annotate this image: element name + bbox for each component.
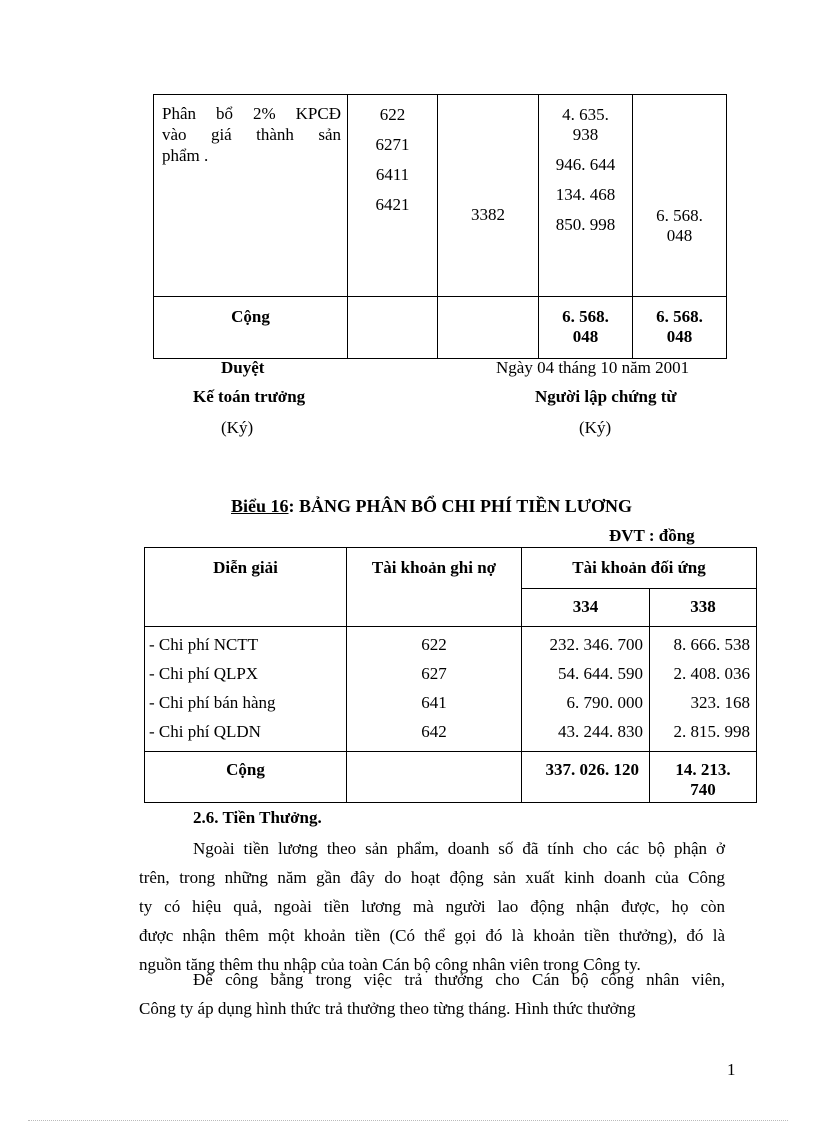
sum-col5-cell <box>633 297 727 359</box>
paragraph-1 <box>139 834 725 979</box>
caption-title: : BẢNG PHÂN BỔ CHI PHÍ TIỀN LƯƠNG <box>288 496 633 516</box>
allocation-table-kpcd <box>153 94 727 359</box>
total-338-part1: 14. 213. <box>675 760 731 779</box>
header-334: 334 <box>522 589 650 627</box>
amount-item: 4. 635. <box>562 105 609 124</box>
date-text: Ngày 04 tháng 10 năm 2001 <box>496 358 690 377</box>
description-cell <box>154 95 348 297</box>
row-v338: 8. 666. 538 <box>673 635 750 654</box>
row-v334: 232. 346. 700 <box>549 635 643 654</box>
credit-account-cell <box>438 95 539 297</box>
total-338-part2: 740 <box>690 780 716 799</box>
sum-col5-part2: 048 <box>666 327 693 346</box>
header-338: 338 <box>650 589 757 627</box>
v334-column <box>522 627 650 752</box>
amount-item: 946. 644 <box>555 155 616 174</box>
empty-cell <box>348 297 438 359</box>
caption-prefix: Biểu 16 <box>231 496 289 516</box>
v338-column <box>650 627 757 752</box>
amount-item: 938 <box>572 125 599 144</box>
page-number: 1 <box>727 1060 736 1079</box>
total-334: 337. 026. 120 <box>522 752 650 803</box>
desc-column <box>145 627 347 752</box>
account-item: 6411 <box>375 165 410 184</box>
chief-accountant-label: Kế toán trưởng <box>193 387 306 406</box>
sum-col4-part2: 048 <box>572 327 599 346</box>
row-desc: - Chi phí QLPX <box>149 664 259 683</box>
total-amount-part1: 6. 568. <box>656 206 703 225</box>
debit-accounts-cell <box>348 95 438 297</box>
salary-allocation-table <box>144 547 757 803</box>
unit-label: ĐVT : đồng <box>609 526 695 545</box>
row-desc: - Chi phí bán hàng <box>149 693 276 712</box>
account-item: 6421 <box>375 195 410 214</box>
sign-right: (Ký) <box>579 418 612 437</box>
row-account: 627 <box>421 664 447 683</box>
row-v338: 323. 168 <box>690 693 750 712</box>
row-v334: 43. 244. 830 <box>558 722 643 741</box>
amount-item: 850. 998 <box>555 215 616 234</box>
total-amount-part2: 048 <box>666 226 693 245</box>
row-v334: 54. 644. 590 <box>558 664 643 683</box>
approve-label: Duyệt <box>221 358 265 377</box>
total-label: Cộng <box>154 297 348 359</box>
table2-caption <box>231 496 632 517</box>
sign-left: (Ký) <box>221 418 254 437</box>
amount-item: 134. 468 <box>555 185 616 204</box>
row-v338: 2. 815. 998 <box>673 722 750 741</box>
description-text: Phân bổ 2% KPCĐ vào giá thành sản phẩm . <box>162 104 341 165</box>
row-desc: - Chi phí NCTT <box>149 635 259 654</box>
row-desc: - Chi phí QLDN <box>149 722 261 741</box>
total-label: Cộng <box>145 752 347 803</box>
sum-col4-part1: 6. 568. <box>562 307 609 326</box>
p2-line: Để công bằng trong việc trả thưởng cho Cán bộ công nhân viên, <box>193 970 725 989</box>
p1-line: nguồn tăng thêm thu nhập của toàn Cán bộ công nhân viên trong Công ty. <box>139 955 641 974</box>
header-contra: Tài khoản đối ứng <box>522 548 757 589</box>
amounts-cell <box>539 95 633 297</box>
row-account: 622 <box>421 635 447 654</box>
p1-line: Ngoài tiền lương theo sản phẩm, doanh số đã tính cho các bộ phận ở <box>193 839 725 858</box>
total-amount-cell <box>633 95 727 297</box>
p2-line: Công ty áp dụng hình thức trả thưởng theo từng tháng. Hình thức thưởng <box>139 999 636 1018</box>
section-heading: 2.6. Tiền Thưởng. <box>193 808 322 827</box>
p1-line: được nhận thêm một khoản tiền (Có thể gọi đó là khoản tiền thưởng), đó là <box>139 926 725 945</box>
p1-line: trên, trong những năm gần đây do hoạt động sản xuất kinh doanh của Công <box>139 868 725 887</box>
account-column <box>347 627 522 752</box>
credit-account: 3382 <box>471 205 505 224</box>
sum-col4-cell <box>539 297 633 359</box>
row-account: 642 <box>421 722 447 741</box>
paragraph-2 <box>139 965 725 1023</box>
header-desc: Diễn giải <box>145 548 347 627</box>
empty-cell <box>438 297 539 359</box>
page-bottom-rule <box>28 1120 788 1121</box>
account-item: 6271 <box>375 135 410 154</box>
row-v334: 6. 790. 000 <box>566 693 643 712</box>
preparer-label: Người lập chứng từ <box>535 387 677 406</box>
sum-col5-part1: 6. 568. <box>656 307 703 326</box>
row-account: 641 <box>421 693 447 712</box>
account-item: 622 <box>379 105 406 124</box>
total-338-cell <box>650 752 757 803</box>
empty-cell <box>347 752 522 803</box>
header-debit: Tài khoản ghi nợ <box>347 548 522 627</box>
row-v338: 2. 408. 036 <box>673 664 750 683</box>
p1-line: ty có hiệu quả, ngoài tiền lương mà người lao động nhận được, họ còn <box>139 897 725 916</box>
